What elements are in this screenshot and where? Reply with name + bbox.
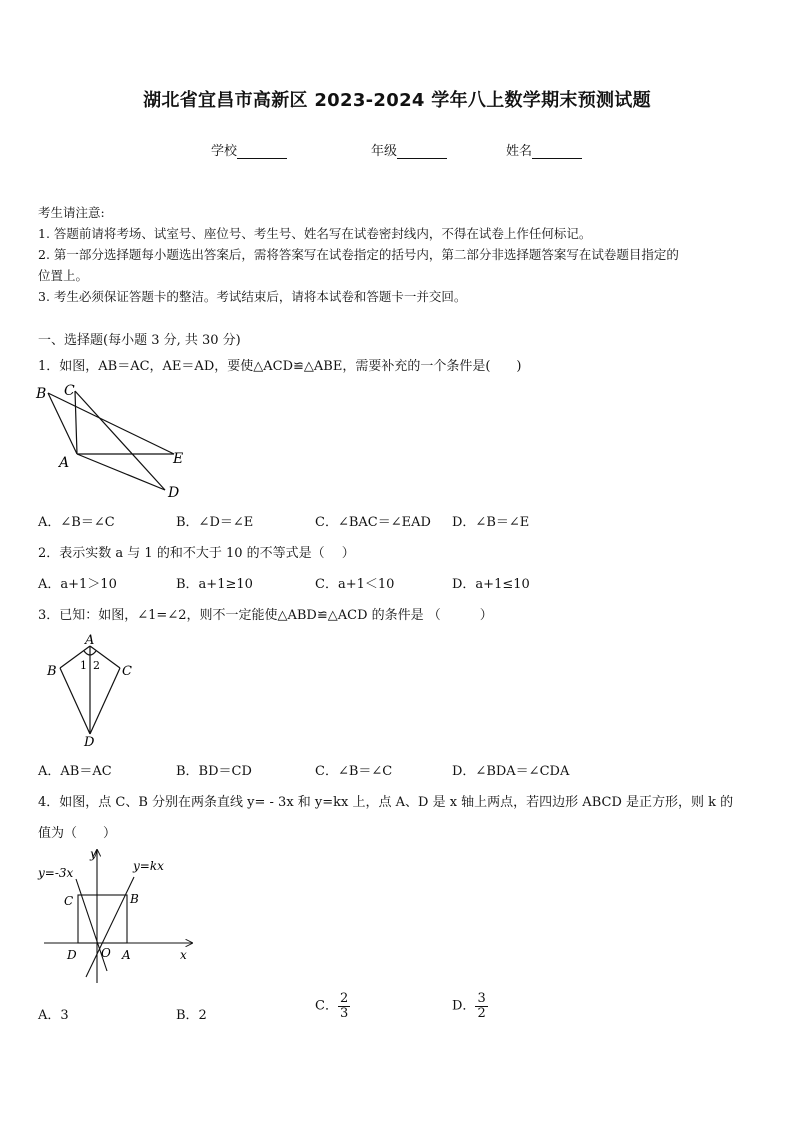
label-b: B (36, 386, 47, 402)
label-x-axis: x (180, 948, 187, 962)
question-3-figure (40, 628, 150, 750)
q2-option-b: B．a+1≥10 (176, 577, 253, 592)
school-field (211, 140, 287, 159)
segment-bd (60, 668, 90, 734)
q2-option-d: D．a+1≤10 (452, 577, 530, 592)
notes-item-2: 2. 第一部分选择题每小题选出答案后，需将答案写在试卷指定的括号内，第二部分非选择题答案写在试卷题目指定的 (38, 247, 679, 262)
q4-option-c-numerator: 2 (339, 991, 349, 1006)
q4-option-d-prefix: D． (452, 998, 476, 1014)
label-e: E (173, 451, 184, 467)
segment-cd (90, 668, 120, 734)
label-angle-2: 2 (93, 659, 100, 672)
page-title: 湖北省宜昌市高新区 2023-2024 学年八上数学期末预测试题 (143, 90, 651, 111)
q4-option-d-fraction (475, 992, 487, 1020)
q3-option-a: A．AB＝AC (38, 764, 112, 779)
notes-heading: 考生请注意: (38, 205, 105, 220)
name-blank (532, 146, 582, 159)
q2-option-a: A．a+1＞10 (38, 577, 117, 592)
grade-label: 年级 (371, 144, 398, 159)
question-1-stem: 1．如图，AB＝AC，AE＝AD，要使△ACD≌△ABE，需要补充的一个条件是( ) (38, 359, 522, 374)
label-angle-1: 1 (80, 659, 87, 672)
segment-ac (75, 391, 77, 454)
label-c: C (122, 664, 132, 679)
label-o: O (101, 946, 111, 960)
question-4-figure (30, 843, 200, 988)
label-b: B (130, 892, 139, 906)
q4-option-d (452, 992, 488, 1020)
q2-option-c: C．a+1＜10 (315, 577, 395, 592)
q4-option-d-numerator: 3 (477, 991, 486, 1006)
segment-cd (75, 391, 165, 490)
question-1-figure (30, 378, 200, 503)
segment-ad (77, 454, 165, 490)
square-abcd (78, 895, 127, 943)
label-a: A (59, 455, 70, 471)
question-4-stem-line-2: 值为（ ） (38, 826, 117, 841)
question-4-stem-line-1: 4．如图，点 C、B 分别在两条直线 y= - 3x 和 y=kx 上，点 A、D 是 x 轴上两点，若四边形 ABCD 是正方形，则 k 的 (38, 795, 734, 810)
name-field (506, 140, 582, 159)
q4-option-c (315, 992, 350, 1020)
q4-option-a: A．3 (38, 1008, 69, 1023)
label-c: C (64, 383, 75, 399)
q4-option-c-denominator: 3 (339, 1005, 349, 1021)
label-d: D (84, 735, 95, 750)
label-c: C (64, 894, 74, 908)
school-label: 学校 (211, 144, 238, 159)
segment-be (48, 393, 174, 454)
q4-option-b: B．2 (176, 1008, 207, 1023)
notes-item-3: 3. 考生必须保证答题卡的整洁。考试结束后，请将本试卷和答题卡一并交回。 (38, 289, 467, 304)
q1-option-c: C．∠BAC＝∠EAD (315, 515, 431, 530)
label-y-axis: y (90, 847, 97, 861)
grade-field (371, 140, 447, 159)
question-2-stem: 2．表示实数 a 与 1 的和不大于 10 的不等式是（ ） (38, 546, 355, 561)
label-d: D (168, 485, 180, 501)
label-a: A (85, 633, 95, 648)
q1-option-d: D．∠B＝∠E (452, 515, 530, 530)
q4-option-c-prefix: C． (315, 998, 338, 1014)
q1-option-a: A．∠B＝∠C (38, 515, 115, 530)
name-label: 姓名 (506, 144, 533, 159)
label-line-1: y=-3x (38, 866, 74, 880)
q3-option-b: B．BD＝CD (176, 764, 252, 779)
q4-option-c-fraction (338, 992, 350, 1020)
question-3-stem: 3．已知：如图，∠1=∠2，则不一定能使△ABD≌△ACD 的条件是 （ ） (38, 608, 493, 623)
notes-item-2-cont: 位置上。 (38, 268, 89, 283)
q1-option-b: B．∠D＝∠E (176, 515, 254, 530)
label-b: B (47, 664, 57, 679)
section-heading: 一、选择题(每小题 3 分, 共 30 分) (38, 333, 241, 348)
q4-option-d-denominator: 2 (477, 1005, 486, 1021)
label-line-2: y=kx (133, 859, 164, 873)
label-a: A (122, 948, 131, 962)
school-blank (237, 146, 287, 159)
q3-option-d: D．∠BDA＝∠CDA (452, 764, 570, 779)
notes-item-1: 1. 答题前请将考场、试室号、座位号、考生号、姓名写在试卷密封线内，不得在试卷上作任何标记。 (38, 226, 592, 241)
segment-ab (48, 393, 77, 454)
label-d: D (67, 948, 77, 962)
q3-option-c: C．∠B＝∠C (315, 764, 393, 779)
grade-blank (397, 146, 447, 159)
